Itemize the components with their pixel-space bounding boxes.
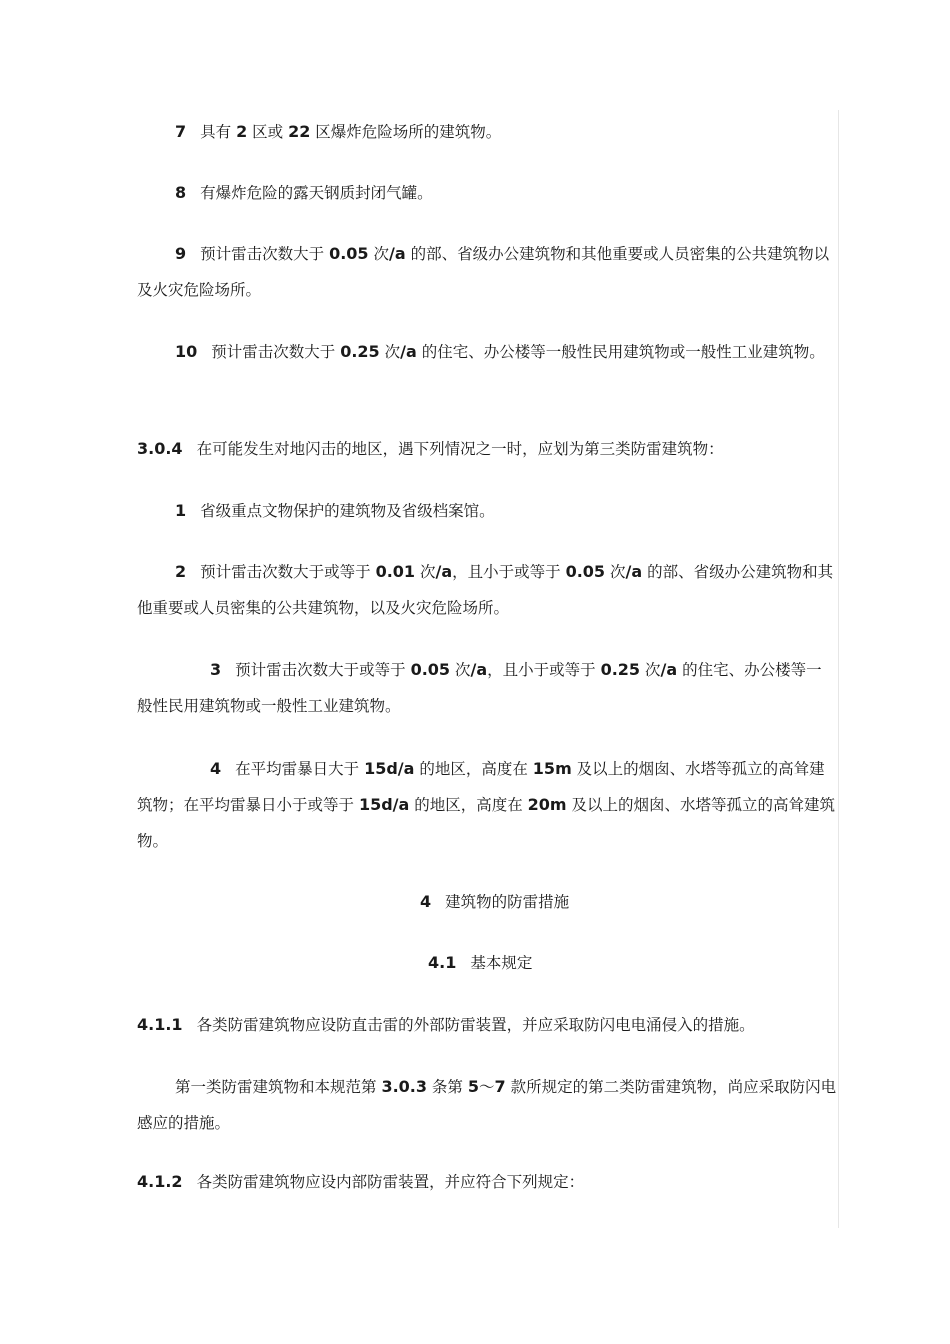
section-heading [428, 945, 728, 981]
clause-4 [137, 751, 837, 859]
bold-value: 0.05 [410, 660, 451, 679]
bold-value: 7 [494, 1077, 506, 1096]
text-run: 及以上的烟囱、水塔等孤立的高耸建筑物。 [137, 796, 836, 850]
section-3-0-4 [137, 431, 837, 467]
clause-7 [137, 114, 837, 150]
text-run: 在可能发生对地闪击的地区，遇下列情况之一时，应划为第三类防雷建筑物： [196, 440, 724, 458]
bold-value: 0.25 [340, 342, 380, 361]
bold-value: /a [470, 660, 488, 679]
text-run: 次 [368, 245, 389, 263]
clause-9 [137, 236, 837, 308]
text-run: 在平均雷暴日大于 [235, 760, 365, 778]
text-run: 款所规定的第二类防雷建筑物，尚应采取防闪电感应的措施。 [137, 1078, 837, 1132]
text-run: 预计雷击次数大于 [200, 245, 330, 263]
bold-value: /a [400, 342, 417, 361]
clause-number: 2 [175, 562, 187, 581]
clause-number: 8 [175, 183, 187, 202]
clause-8 [137, 175, 837, 211]
text-run: 各类防雷建筑物应设防直击雷的外部防雷装置，并应采取防闪电电涌侵入的措施。 [196, 1016, 755, 1034]
bold-value: /a [660, 660, 678, 679]
clause-number: 9 [175, 244, 187, 263]
clause-10 [137, 334, 837, 370]
section-4-1-2 [137, 1164, 837, 1200]
bold-value: 15m [532, 759, 572, 778]
chapter-heading [420, 884, 720, 920]
text-run: 区爆炸危险场所的建筑物。 [310, 123, 502, 141]
bold-value: 5 [467, 1077, 479, 1096]
bold-value: 20m [527, 795, 567, 814]
clause-number: 4.1.2 [137, 1172, 183, 1191]
bold-value: 0.01 [375, 562, 416, 581]
text-run: ，且小于或等于 [452, 563, 566, 581]
text-run: 次 [450, 661, 471, 679]
clause-number: 1 [175, 501, 187, 520]
text-run: 预计雷击次数大于或等于 [235, 661, 411, 679]
page-edge-rule [838, 110, 839, 1228]
text-run: 次 [605, 563, 626, 581]
clause-number: 3.0.4 [137, 439, 183, 458]
text-run: 及以上的烟囱、水塔等孤立的高耸建筑物；在平均雷暴日小于或等于 [137, 760, 825, 814]
text-run: 各类防雷建筑物应设内部防雷装置，并应符合下列规定： [196, 1173, 585, 1191]
text-run: 次 [640, 661, 661, 679]
clause-1 [137, 493, 837, 529]
text-run: 的住宅、办公楼等一般性民用建筑物或一般性工业建筑物。 [416, 343, 825, 361]
bold-value: 22 [288, 122, 311, 141]
text-run: ，且小于或等于 [487, 661, 601, 679]
bold-value: 0.25 [600, 660, 641, 679]
text-run: 的地区，高度在 [414, 760, 533, 778]
paragraph-4-1-1-note [137, 1069, 837, 1141]
bold-value: 2 [236, 122, 248, 141]
text-run: 建筑物的防雷措施 [445, 893, 570, 911]
clause-number: 10 [175, 342, 198, 361]
section-4-1-1 [137, 1007, 837, 1043]
text-run: 的地区，高度在 [409, 796, 528, 814]
text-run: 的部、省级办公建筑物和其他重要或人员密集的公共建筑物以及火灾危险场所。 [137, 245, 830, 299]
text-run: 基本规定 [470, 954, 533, 972]
clause-number: 4 [210, 759, 222, 778]
text-run: 第一类防雷建筑物和本规范第 [175, 1078, 382, 1096]
clause-number: 3 [210, 660, 222, 679]
text-run: 具有 [200, 123, 237, 141]
clause-number: 4.1 [428, 953, 457, 972]
text-run: ～ [479, 1078, 495, 1096]
text-run: 区或 [247, 123, 289, 141]
text-run: 的住宅、办公楼等一般性民用建筑物或一般性工业建筑物。 [137, 661, 822, 715]
bold-value: 3.0.3 [381, 1077, 427, 1096]
text-run: 省级重点文物保护的建筑物及省级档案馆。 [200, 502, 495, 520]
bold-value: /a [389, 244, 406, 263]
text-run: 预计雷击次数大于 [211, 343, 341, 361]
bold-value: 15d/a [358, 795, 410, 814]
clause-number: 7 [175, 122, 187, 141]
bold-value: 15d/a [364, 759, 415, 778]
text-run: 次 [379, 343, 401, 361]
clause-number: 4.1.1 [137, 1015, 183, 1034]
text-run: 次 [415, 563, 436, 581]
bold-value: /a [435, 562, 453, 581]
text-run: 条第 [427, 1078, 468, 1096]
clause-number: 4 [420, 892, 432, 911]
clause-2 [137, 554, 837, 626]
bold-value: /a [625, 562, 643, 581]
text-run: 预计雷击次数大于或等于 [200, 563, 376, 581]
bold-value: 0.05 [565, 562, 606, 581]
bold-value: 0.05 [329, 244, 369, 263]
text-run: 有爆炸危险的露天钢质封闭气罐。 [200, 184, 433, 202]
text-run: 的部、省级办公建筑物和其他重要或人员密集的公共建筑物，以及火灾危险场所。 [137, 563, 834, 617]
clause-3 [137, 652, 837, 724]
